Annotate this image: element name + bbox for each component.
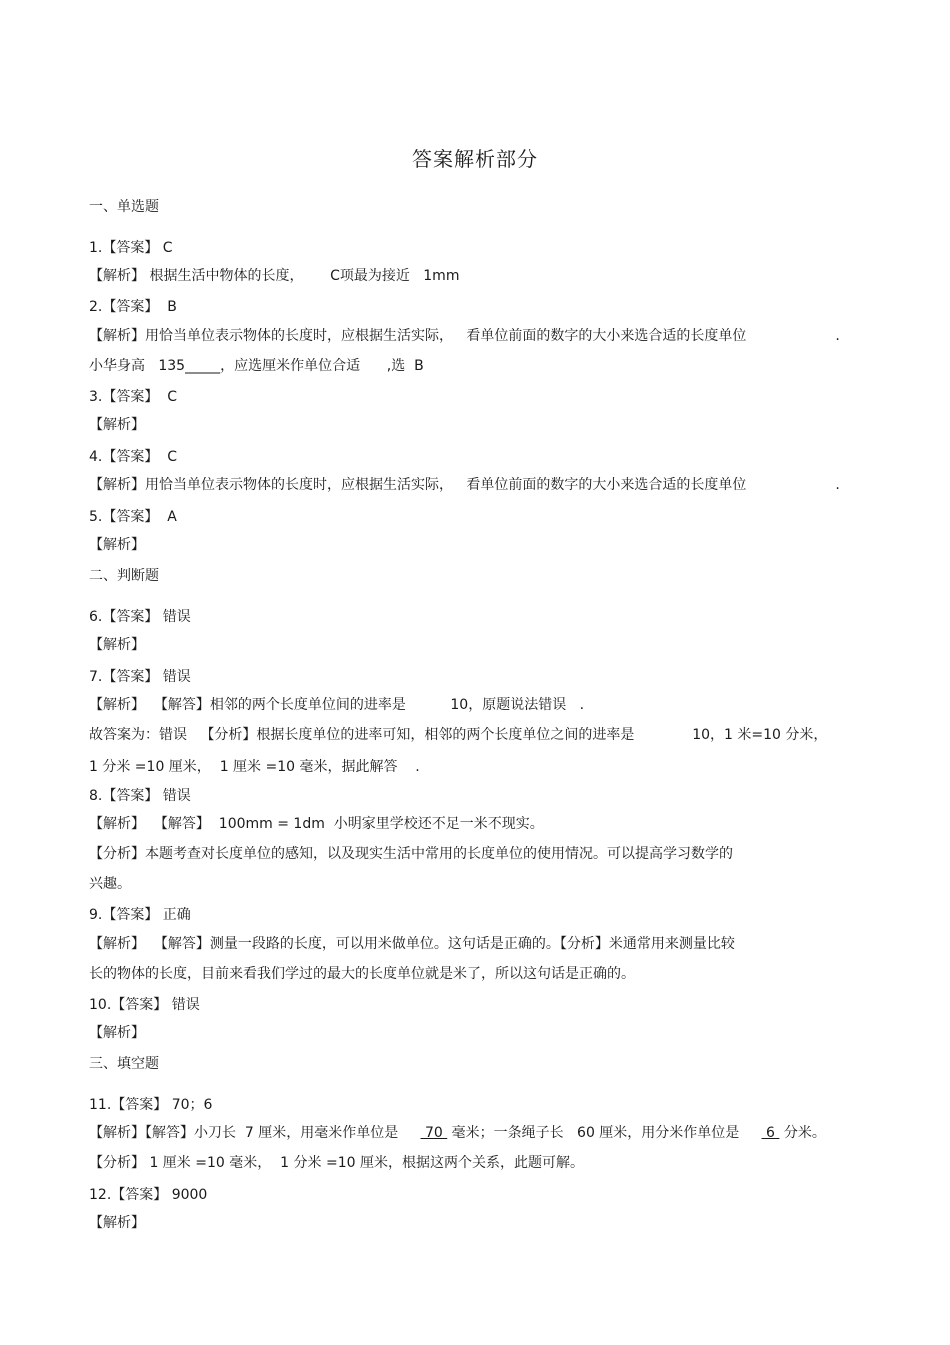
line-17: 故答案为：错误 【分析】根据长度单位的进率可知，相邻的两个长度单位之间的进率是 10，1 米=10 分米， (89, 727, 828, 743)
line-19: 8.【答案】 错误 (89, 788, 191, 804)
line-28: 三、填空题 (89, 1056, 159, 1072)
line-1: 1.【答案】 C (89, 240, 173, 256)
line-8: 4.【答案】 C (89, 449, 178, 465)
line-18: 1 分米 =10 厘米， 1 厘米 =10 毫米，据此解答 . (89, 759, 420, 775)
line-6: 3.【答案】 C (89, 389, 178, 405)
tail-line-1: 12.【答案】 9000 (89, 1187, 208, 1203)
line-29: 11.【答案】 70；6 (89, 1097, 213, 1113)
line-4: 【解析】用恰当单位表示物体的长度时，应根据生活实际， 看单位前面的数字的大小来选合适的长度单位 . (89, 328, 840, 344)
line-20: 【解析】 【解答】 100mm = 1dm 小明家里学校还不足一米不现实。 (89, 816, 544, 832)
line-16: 【解析】 【解答】相邻的两个长度单位间的进率是 10，原题说法错误 . (89, 697, 585, 713)
q11-analysis-part3: 分米。 (779, 1125, 826, 1141)
q11-blank-answer-2: 6 (761, 1125, 780, 1141)
line-26: 10.【答案】 错误 (89, 997, 200, 1013)
page-title: 答案解析部分 (412, 147, 538, 171)
q11-blank-answer-1: 70 (420, 1125, 448, 1141)
q11-analysis-line (89, 1124, 826, 1142)
line-23: 9.【答案】 正确 (89, 907, 191, 923)
line-9: 【解析】用恰当单位表示物体的长度时，应根据生活实际， 看单位前面的数字的大小来选合适的长度单位 . (89, 477, 840, 493)
line-21: 【分析】本题考查对长度单位的感知，以及现实生活中常用的长度单位的使用情况。可以提高学习数学的 (89, 846, 733, 862)
tail-line-2: 【解析】 (89, 1215, 145, 1231)
line-14: 【解析】 (89, 637, 145, 653)
line-15: 7.【答案】 错误 (89, 669, 191, 685)
line-3: 2.【答案】 B (89, 299, 177, 315)
line-7: 【解析】 (89, 417, 145, 433)
q11-analysis-part2: 毫米；一条绳子长 60 厘米，用分米作单位是 (447, 1125, 762, 1141)
line-12: 二、判断题 (89, 568, 159, 584)
line-2: 【解析】 根据生活中物体的长度， C项最为接近 1mm (89, 268, 460, 284)
line-10: 5.【答案】 A (89, 509, 177, 525)
line-22: 兴趣。 (89, 876, 131, 892)
line-13: 6.【答案】 错误 (89, 609, 191, 625)
line-0: 一、单选题 (89, 199, 159, 215)
line-5: 小华身高 135_____，应选厘米作单位合适 ,选 B (89, 358, 424, 374)
line-24: 【解析】 【解答】测量一段路的长度，可以用米做单位。这句话是正确的。【分析】米通常用来测量比较 (89, 936, 735, 952)
line-27: 【解析】 (89, 1025, 145, 1041)
line-11: 【解析】 (89, 537, 145, 553)
q11-analysis-part1: 【解析】【解答】小刀长 7 厘米，用毫米作单位是 (89, 1125, 421, 1141)
tail-line-0: 【分析】 1 厘米 =10 毫米， 1 分米 =10 厘米，根据这两个关系，此题可解。 (89, 1155, 584, 1171)
line-25: 长的物体的长度，目前来看我们学过的最大的长度单位就是米了，所以这句话是正确的。 (89, 966, 635, 982)
